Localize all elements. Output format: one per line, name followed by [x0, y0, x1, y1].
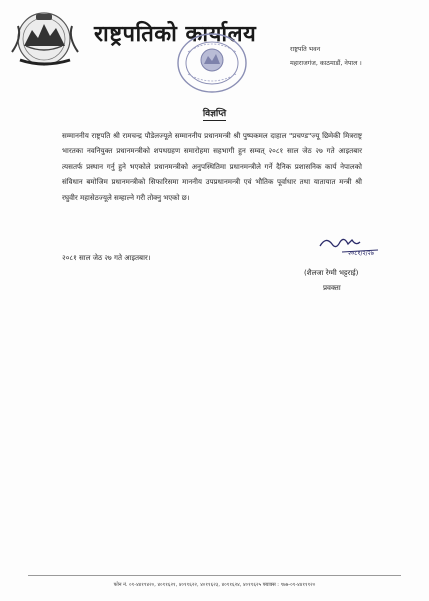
signer-role: प्रवक्ता [323, 283, 341, 292]
notice-body: सम्माननीय राष्ट्रपति श्री रामचन्द्र पौडेलज्यूले सम्माननीय प्रधानमन्त्री श्री पुष्पकमल दाहाल "प्रचण्ड"ज्यू छिमेकी मित्रराष्ट्र भारतका नवनियुक्त प्रधानमन्त्रीको शपथग्रहण समारोहमा सहभागी हुन सम्वत् २०८१ साल जेठ २७ गते आइतबार त्यसतर्फ प्रस्थान गर्नु हुने भएकोले प्रधानमन्त्रीको अनुपस्थितिमा प्रधानमन्त्रीले गर्ने दैनिक प्रशासनिक कार्य नेपालको संविधान बमोजिम प्रधानमन्त्रीको सिफारिसमा माननीय उपप्रधानमन्त्री एवं भौतिक पूर्वाधार तथा यातायात मन्त्री श्री रघुवीर महासेठज्यूले सम्हाल्ने गरी तोक्नु भएको छ। [62, 131, 362, 202]
signer-name: (शैलजा रेग्मी भट्टराई) [304, 268, 359, 277]
notice-date: २०८१ साल जेठ २७ गते आइतबार। [62, 253, 151, 262]
office-title: राष्ट्रपतिको कार्यालय [94, 22, 257, 47]
office-seal-stamp-icon [174, 30, 250, 96]
notice-title-wrapper [0, 106, 429, 119]
handwritten-signature-icon [318, 234, 382, 256]
footer-contact: फोन नं. ०१-४४१९४२०, ४०११६२१, ४०११६२२, ४०११६२३, ४०११६२४, ४०११६२५ फ्याक्स : ९७७-०१-४४१११२० [113, 582, 316, 588]
signature-date: २०८१/२/२७ [348, 250, 374, 256]
footer-divider [28, 575, 401, 576]
address-line-location: महाराजगंज, काठमाडौं, नेपाल । [290, 60, 362, 67]
address-line-building: राष्ट्रपति भवन [290, 46, 321, 53]
notice-title: विज्ञप्ति [202, 109, 227, 119]
nepal-emblem-icon [8, 8, 84, 68]
